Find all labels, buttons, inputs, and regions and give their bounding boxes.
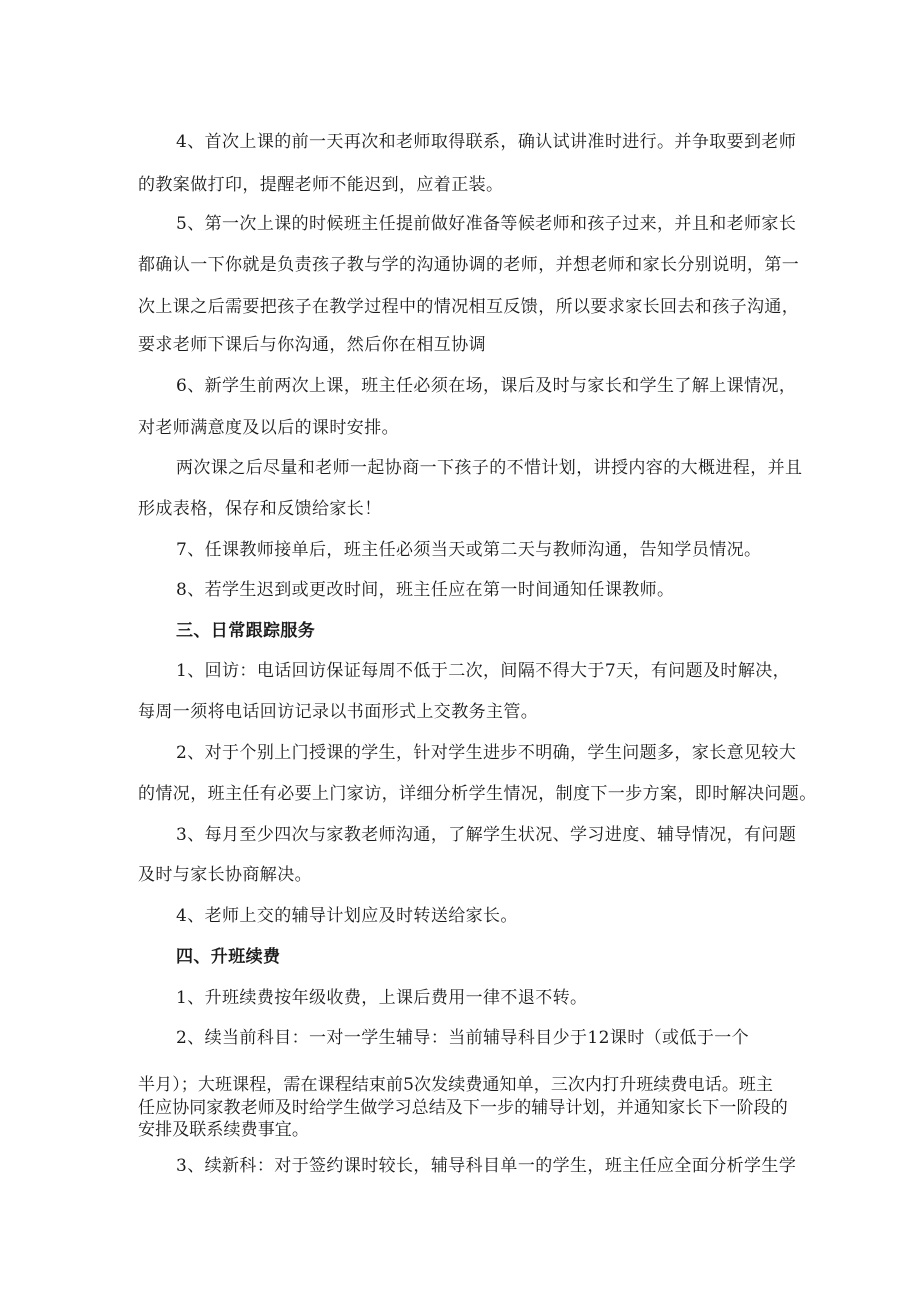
paragraph-line: 3、续新科：对于签约课时较长，辅导科目单一的学生，班主任应全面分析学生学: [176, 1156, 797, 1176]
paragraph-line: 7、任课教师接单后，班主任必须当天或第二天与教师沟通，告知学员情况。: [176, 540, 762, 560]
paragraph-line: 1、升班续费按年级收费，上课后费用一律不退不转。: [176, 988, 588, 1008]
paragraph-line: 都确认一下你就是负责孩子教与学的沟通协调的老师，并想老师和家长分别说明，第一: [138, 255, 800, 275]
paragraph-line: 任应协同家教老师及时给学生做学习总结及下一步的辅导计划，并通知家长下一阶段的: [138, 1098, 788, 1118]
paragraph-line: 6、新学生前两次上课，班主任必须在场，课后及时与家长和学生了解上课情况，: [176, 376, 797, 396]
paragraph-line: 4、老师上交的辅导计划应及时转送给家长。: [176, 906, 518, 926]
section-heading: 四、升班续费: [176, 947, 281, 967]
paragraph-line: 5、第一次上课的时候班主任提前做好准备等候老师和孩子过来，并且和老师家长: [176, 214, 797, 234]
paragraph-line: 4、首次上课的前一天再次和老师取得联系，确认试讲准时进行。并争取要到老师: [176, 132, 797, 152]
section-heading: 三、日常跟踪服务: [176, 621, 316, 641]
paragraph-line: 的情况，班主任有必要上门家访，详细分析学生情况，制度下一步方案，即时解决问题。: [138, 784, 817, 804]
paragraph-line: 的教案做打印，提醒老师不能迟到，应着正装。: [138, 175, 504, 195]
paragraph-line: 次上课之后需要把孩子在教学过程中的情况相互反馈，所以要求家长回去和孩子沟通，: [138, 297, 800, 317]
paragraph-line: 要求老师下课后与你沟通，然后你在相互协调: [138, 335, 486, 355]
paragraph-line: 每周一须将电话回访记录以书面形式上交教务主管。: [138, 702, 539, 722]
paragraph-line: 形成表格，保存和反馈给家长！: [138, 499, 382, 519]
paragraph-line: 1、回访：电话回访保证每周不低于二次，间隔不得大于7天，有问题及时解决，: [176, 661, 791, 681]
paragraph-line: 对老师满意度及以后的课时安排。: [138, 418, 399, 438]
paragraph-line: 两次课之后尽量和老师一起协商一下孩子的不惜计划，讲授内容的大概进程，并且: [176, 458, 803, 478]
paragraph-line: 2、续当前科目：一对一学生辅导：当前辅导科目少于12课时（或低于一个: [176, 1028, 750, 1048]
paragraph-line: 8、若学生迟到或更改时间，班主任应在第一时间通知任课教师。: [176, 580, 675, 600]
paragraph-line: 3、每月至少四次与家教老师沟通，了解学生状况、学习进度、辅导情况，有问题: [176, 825, 797, 845]
paragraph-line: 半月）；大班课程，需在课程结束前5次发续费通知单，三次内打升班续费电话。班主: [138, 1075, 774, 1095]
paragraph-line: 2、对于个别上门授课的学生，针对学生进步不明确，学生问题多，家长意见较大: [176, 743, 797, 763]
paragraph-line: 及时与家长协商解决。: [138, 865, 312, 885]
paragraph-line: 安排及联系续费事宜。: [138, 1120, 309, 1140]
